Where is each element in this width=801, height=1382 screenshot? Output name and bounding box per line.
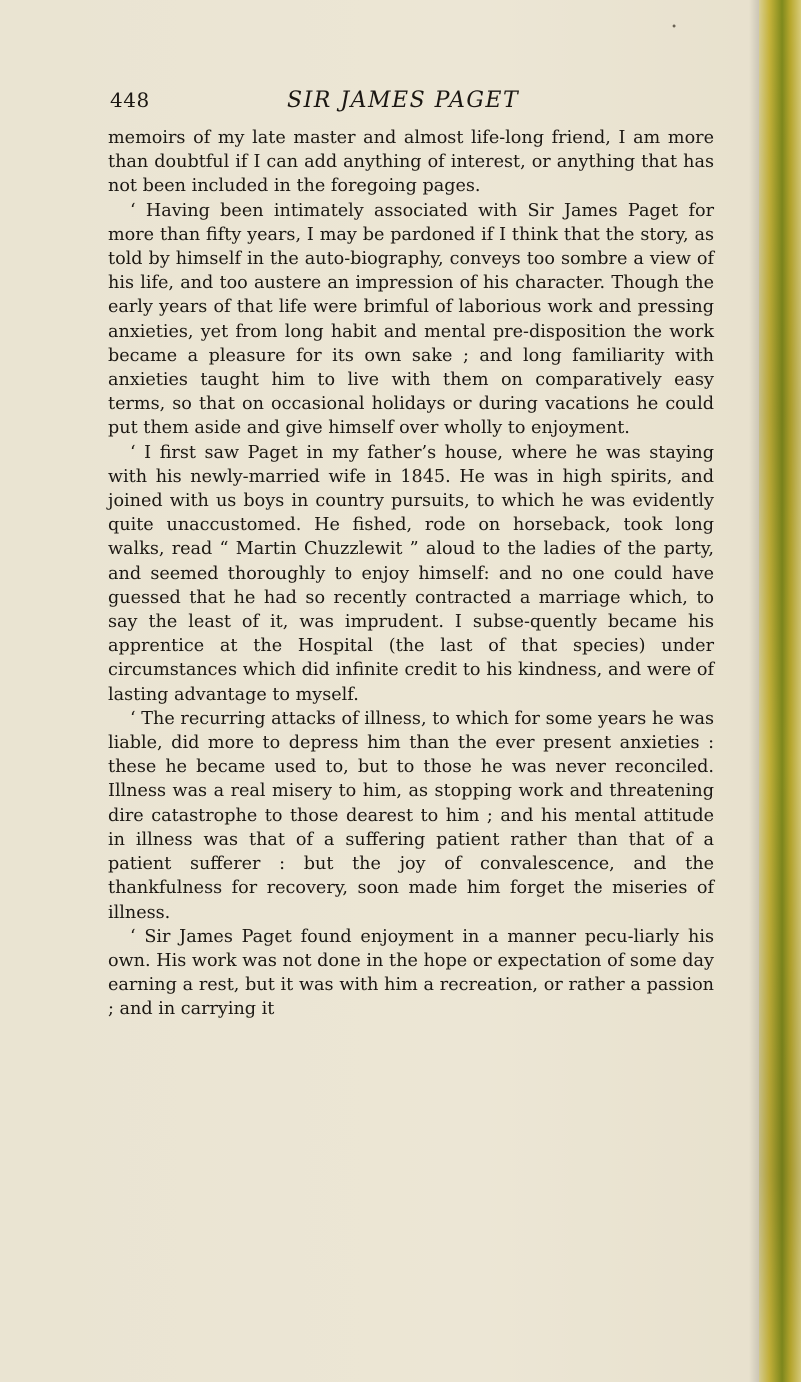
book-spine-edge [759,0,801,1382]
paragraph-3: ‘ I first saw Paget in my father’s house, where he was staying with his newly-married wife in 1845. He was in high spirits, and joined with us boys in country pursuits, to which he was evidently quite unaccustomed. He fished, rode on horseback, took long walks, read “ Martin Chuzzlewit ” aloud to the ladies of the party, and seemed thoroughly to enjoy himself: and no one could have guessed that he had so recently contracted a marriage which, to say the least of it, was imprudent. I subse-quently became his apprentice at the Hospital (the last of that species) under circumstances which did infinite credit to his kindness, and were of lasting advantage to myself. [108,442,714,705]
page-body [108,126,714,1022]
page-number: 448 [110,88,150,112]
corner-mark: • [671,22,677,33]
paragraph-1: memoirs of my late master and almost life-long friend, I am more than doubtful if I can add anything of interest, or anything that has not been included in the foregoing pages. [108,128,714,197]
paragraph-2: ‘ Having been intimately associated with Sir James Paget for more than fifty years, I may be pardoned if I think that the story, as told by himself in the auto-biography, conveys too sombre a view of his life, and too austere an impression of his character. Though the early years of that life were brimful of laborious work and pressing anxieties, yet from long habit and mental pre-disposition the work became a pleasure for its own sake ; and long familiarity with anxieties taught him to live with them on comparatively easy terms, so that on occasional holidays or during vacations he could put them aside and give himself over wholly to enjoyment. [108,200,714,439]
running-head: SIR JAMES PAGET [287,88,520,113]
paragraph-5: ‘ Sir James Paget found enjoyment in a manner pecu-liarly his own. His work was not done in the hope or expectation of some day earning a rest, but it was with him a recreation, or rather a passion ; and in carrying it [108,926,714,1020]
page-edge-shadow [749,0,759,1382]
page-header [105,90,715,118]
paragraph-4: ‘ The recurring attacks of illness, to which for some years he was liable, did more to depress him than the ever present anxieties : these he became used to, but to those he was never reconciled. Illness was a real misery to him, as stopping work and threatening dire catastrophe to those dearest to him ; and his mental attitude in illness was that of a suffering patient rather than that of a patient sufferer : but the joy of convalescence, and the thankfulness for recovery, soon made him forget the miseries of illness. [108,708,714,923]
